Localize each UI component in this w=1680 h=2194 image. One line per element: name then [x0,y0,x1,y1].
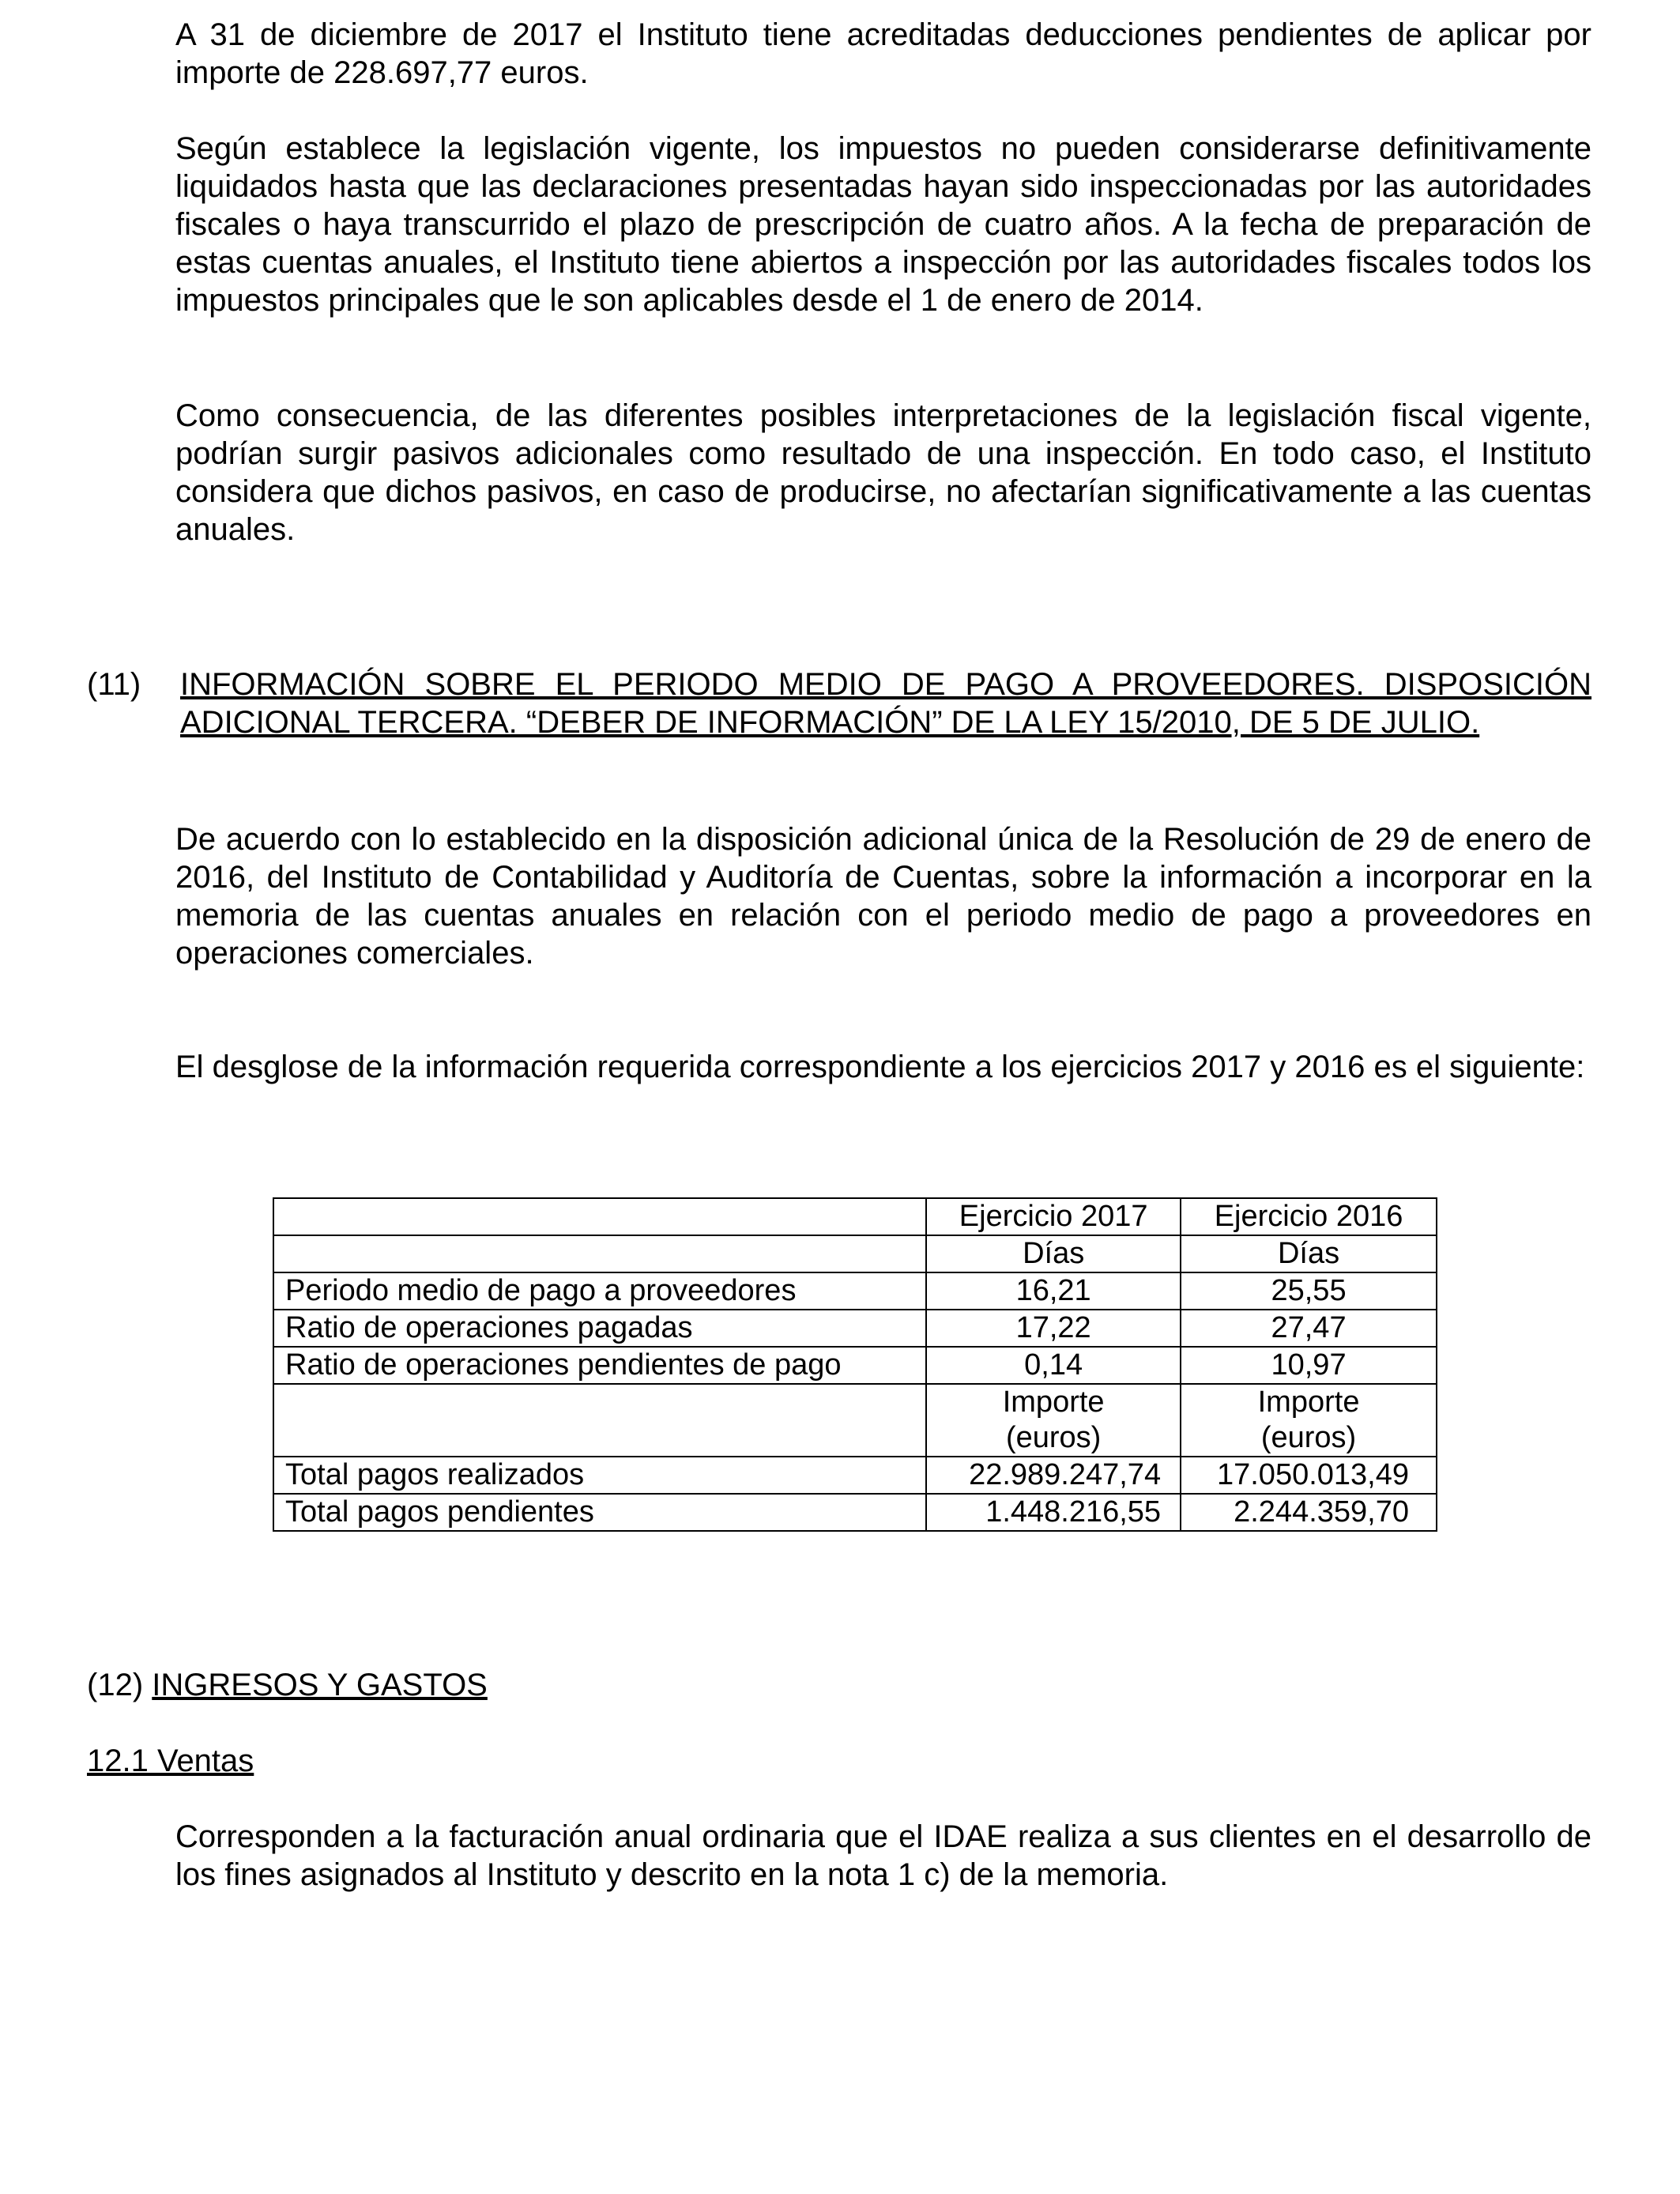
row-label: Total pagos pendientes [273,1494,926,1531]
header-2016: Ejercicio 2016 [1181,1198,1437,1235]
section-11-title: INFORMACIÓN SOBRE EL PERIODO MEDIO DE PAGO A PROVEEDORES. DISPOSICIÓN ADICIONAL TERCERA. “DEBER DE INFORMACIÓN” DE LA LEY 15/2010, DE 5 DE JULIO. [180,667,1591,740]
header-2017: Ejercicio 2017 [926,1198,1181,1235]
row-value-2016: 25,55 [1181,1272,1437,1310]
section-12-heading [87,1666,488,1704]
row-label: Periodo medio de pago a proveedores [273,1272,926,1310]
row-label: Ratio de operaciones pendientes de pago [273,1347,926,1384]
row-value-2017: 1.448.216,55 [926,1494,1181,1531]
row-value-2016: 10,97 [1181,1347,1437,1384]
unit-days-2017: Días [926,1235,1181,1272]
subsection-12-1-title: 12.1 Ventas [87,1744,254,1778]
table-row [273,1310,1437,1347]
row-value-2017: 17,22 [926,1310,1181,1347]
row-value-2016: 2.244.359,70 [1181,1494,1437,1531]
paragraph-inspeccion: Según establece la legislación vigente, los impuestos no pueden considerarse definitivamente liquidados hasta que las declaraciones presentadas hayan sido inspeccionadas por las autoridades fiscales o haya transcurrido el plazo de prescripción de cuatro años. A la fecha de preparación de estas cuentas anuales, el Instituto tiene abiertos a inspección por las autoridades fiscales todos los impuestos principales que le son aplicables desde el 1 de enero de 2014. [175,131,1591,318]
row-value-2017: 0,14 [926,1347,1181,1384]
table-empty-cell [273,1198,926,1235]
paragraph-deducciones: A 31 de diciembre de 2017 el Instituto tiene acreditadas deducciones pendientes de aplicar por importe de 228.697,77 euros. [175,17,1591,90]
row-value-2017: 16,21 [926,1272,1181,1310]
row-value-2016: 27,47 [1181,1310,1437,1347]
unit-amount-2016 [1181,1384,1437,1457]
table-row [273,1272,1437,1310]
table-row [273,1494,1437,1531]
row-value-2016: 17.050.013,49 [1181,1457,1437,1494]
table-unit-row [273,1235,1437,1272]
table-empty-cell [273,1235,926,1272]
unit-amount-line2: (euros) [1005,1421,1102,1454]
paragraph-resolucion: De acuerdo con lo establecido en la disposición adicional única de la Resolución de 29 de enero de 2016, del Instituto de Contabilidad y Auditoría de Cuentas, sobre la información a incorporar en la memoria de las cuentas anuales en relación con el periodo medio de pago a proveedores en operaciones comerciales. [175,822,1591,971]
unit-amount-line1: Importe [1257,1385,1360,1419]
table-row [273,1347,1437,1384]
unit-amount-2017 [926,1384,1181,1457]
row-label: Ratio de operaciones pagadas [273,1310,926,1347]
paragraph-ventas: Corresponden a la facturación anual ordinaria que el IDAE realiza a sus clientes en el desarrollo de los fines asignados al Instituto y descrito en la nota 1 c) de la memoria. [175,1819,1591,1892]
section-12-number: (12) [87,1668,144,1702]
unit-amount-line1: Importe [1002,1385,1105,1419]
unit-days-2016: Días [1181,1235,1437,1272]
row-label: Total pagos realizados [273,1457,926,1494]
table-unit-row [273,1384,1437,1457]
paragraph-desglose: El desglose de la información requerida correspondiente a los ejercicios 2017 y 2016 es el siguiente: [175,1050,1585,1084]
section-12-title: INGRESOS Y GASTOS [152,1668,488,1702]
row-value-2017: 22.989.247,74 [926,1457,1181,1494]
payment-period-table [273,1197,1437,1532]
paragraph-pasivos: Como consecuencia, de las diferentes posibles interpretaciones de la legislación fiscal vigente, podrían surgir pasivos adicionales como resultado de una inspección. En todo caso, el Instituto considera que dichos pasivos, en caso de producirse, no afectarían significativamente a las cuentas anuales. [175,398,1591,547]
table-row [273,1457,1437,1494]
table-header-row [273,1198,1437,1235]
unit-amount-line2: (euros) [1260,1421,1357,1454]
section-11-number: (11) [87,667,141,702]
table-empty-cell [273,1384,926,1457]
